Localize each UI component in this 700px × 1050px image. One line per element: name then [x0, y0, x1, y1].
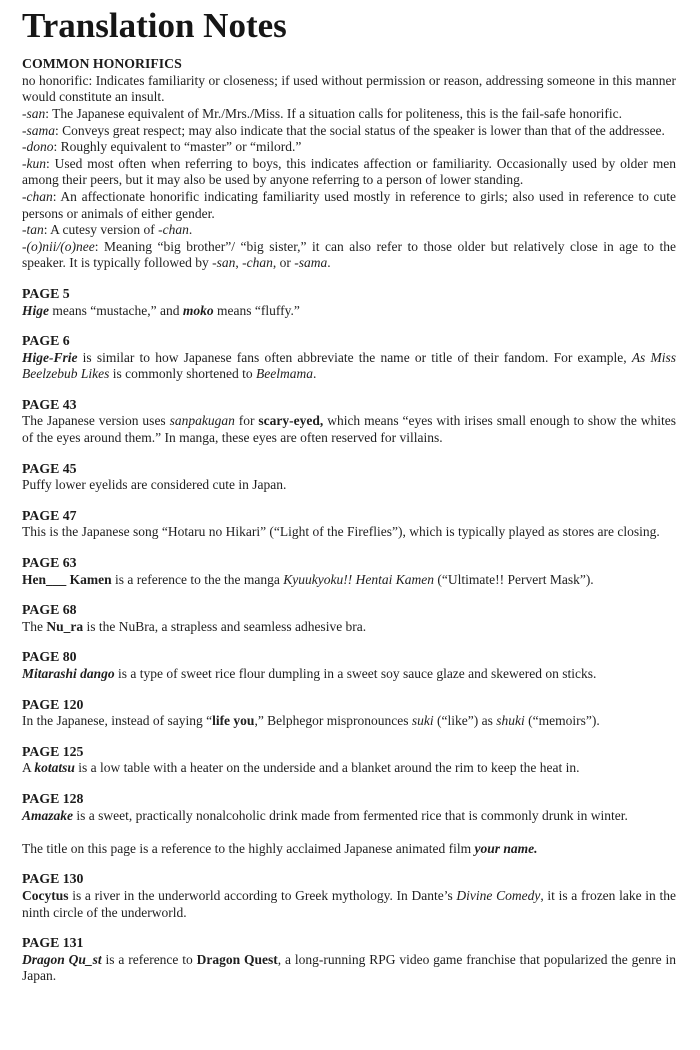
note-paragraph: [22, 524, 676, 541]
text-run: (“memoirs”).: [524, 713, 600, 729]
text-run: : The Japanese equivalent of Mr./Mrs./Miss. If a situation calls for politeness, this is the fail-safe honorific.: [45, 105, 622, 121]
note-paragraph: [22, 413, 676, 446]
text-run: is commonly shortened to: [109, 366, 256, 382]
note-paragraph: [22, 222, 676, 239]
text-run: Dragon Quest: [196, 951, 278, 967]
text-run: scary-eyed,: [258, 413, 324, 429]
note-section: [22, 555, 676, 588]
text-run: .: [188, 222, 193, 238]
text-run: is the NuBra, a strapless and seamless adhesive bra.: [83, 618, 367, 634]
text-run: sanpakugan: [169, 413, 235, 429]
text-run: Hen___ Kamen: [22, 571, 112, 587]
note-section: [22, 333, 676, 383]
note-paragraph: [22, 666, 676, 683]
text-run: is a reference to the the manga: [111, 571, 284, 587]
text-run: ,: [235, 255, 243, 271]
text-run: -dono: [22, 139, 54, 155]
section-heading: PAGE 45: [22, 460, 77, 476]
text-run: Puffy lower eyelids are considered cute in Japan.: [22, 477, 287, 493]
section-heading: PAGE 120: [22, 696, 84, 712]
text-run: , or: [272, 255, 295, 271]
note-paragraph: [22, 73, 676, 106]
text-run: -chan: [22, 188, 53, 204]
note-section: [22, 602, 676, 635]
text-run: is a low table with a heater on the underside and a blanket around the rim to keep the heat in.: [74, 760, 580, 776]
text-run: As Miss Beelzebub Likes: [22, 349, 676, 382]
note-paragraph: [22, 760, 676, 777]
text-run: means “fluffy.”: [213, 302, 300, 318]
note-section: [22, 649, 676, 682]
section-heading: PAGE 43: [22, 396, 77, 412]
text-run: Hige-Frie: [22, 349, 78, 365]
text-run: -sama: [22, 122, 55, 138]
note-paragraph: [22, 477, 676, 494]
text-run: This is the Japanese song “Hotaru no Hikari” (“Light of the Fireflies”), which is typically played as stores are closing.: [22, 524, 660, 540]
text-run: Hige: [22, 302, 49, 318]
text-run: (“like”) as: [433, 713, 497, 729]
text-run: is similar to how Japanese fans often abbreviate the name or title of their fandom. For example,: [77, 349, 632, 365]
note-section: [22, 286, 676, 319]
section-heading: PAGE 125: [22, 743, 84, 759]
text-run: no honorific: Indicates familiarity or closeness; if used without permission or reason, addressing someone in this manner would constitute an insult.: [22, 72, 676, 105]
text-run: , it is a frozen lake in the ninth circle of the underworld.: [22, 887, 676, 920]
text-run: .: [327, 255, 331, 271]
section-heading: PAGE 63: [22, 555, 77, 571]
text-run: Amazake: [22, 807, 74, 823]
note-paragraph: [22, 303, 676, 320]
text-run: -san: [212, 255, 236, 271]
text-run: moko: [182, 302, 214, 318]
note-paragraph: [22, 156, 676, 189]
note-section: [22, 461, 676, 494]
text-run: suki: [411, 713, 434, 729]
text-run: , a long-running RPG video game franchise that popularized the genre in Japan.: [22, 951, 676, 984]
section-heading: PAGE 47: [22, 507, 77, 523]
note-paragraph: [22, 808, 676, 825]
note-section: [22, 697, 676, 730]
section-heading: PAGE 80: [22, 649, 77, 665]
note-paragraph: [22, 123, 676, 140]
text-run: your name.: [474, 840, 538, 856]
text-run: -kun: [22, 155, 46, 171]
text-run: is a sweet, practically nonalcoholic drink made from fermented rice that is commonly drunk in winter.: [73, 807, 628, 823]
text-run: life you: [212, 713, 255, 729]
text-run: The: [22, 618, 47, 634]
notes-sections: [22, 56, 676, 985]
note-paragraph: [22, 106, 676, 123]
section-heading: PAGE 68: [22, 602, 77, 618]
text-run: : A cutesy version of: [43, 222, 159, 238]
text-run: for: [234, 413, 259, 429]
note-paragraph: [22, 572, 676, 589]
note-section: [22, 744, 676, 777]
text-run: -tan: [22, 222, 44, 238]
text-run: Divine Comedy: [456, 887, 541, 903]
text-run: ,” Belphegor mispronounces: [254, 713, 412, 729]
note-paragraph: [22, 888, 676, 921]
note-section: [22, 508, 676, 541]
text-run: .: [312, 366, 317, 382]
section-heading: PAGE 131: [22, 935, 84, 951]
text-run: -chan: [242, 255, 273, 271]
text-run: : Used most often when referring to boys, this indicates affection or familiarity. Occasionally used by older men among their peers, but it may also be used by anyone referring to a person of lower standing.: [22, 155, 676, 188]
text-run: means “mustache,” and: [49, 302, 183, 318]
text-run: In the Japanese, instead of saying “: [22, 713, 213, 729]
text-run: : Meaning “big brother”/ “big sister,” it can also refer to those older but relatively close in age to the speaker. It is typically followed by: [22, 238, 676, 271]
text-run: : Conveys great respect; may also indicate that the social status of the speaker is lower than that of the addressee.: [55, 122, 665, 138]
note-section: [22, 871, 676, 921]
text-run: Nu_ra: [46, 618, 84, 634]
note-paragraph: [22, 619, 676, 636]
text-run: -sama: [294, 255, 328, 271]
text-run: Mitarashi dango: [22, 666, 115, 681]
note-section: [22, 397, 676, 447]
text-run: Kyuukyoku!! Hentai Kamen: [283, 571, 434, 587]
section-heading: PAGE 5: [22, 285, 70, 301]
section-heading: PAGE 6: [22, 333, 70, 349]
section-heading: PAGE 128: [22, 790, 84, 806]
text-run: Beelmama: [255, 366, 313, 382]
text-run: A: [22, 760, 35, 776]
text-run: : An affectionate honorific indicating familiarity used mostly in reference to girls; also used in reference to cute persons or animals of either gender.: [22, 188, 676, 221]
text-run: The title on this page is a reference to the highly acclaimed Japanese animated film: [22, 840, 475, 856]
note-paragraph: [22, 239, 676, 272]
note-paragraph: [22, 139, 676, 156]
text-run: -(o)nii/(o)nee: [22, 238, 95, 254]
text-run: The Japanese version uses: [22, 413, 170, 429]
text-run: (“Ultimate!! Pervert Mask”).: [434, 571, 594, 587]
text-run: is a river in the underworld according to Greek mythology. In Dante’s: [68, 887, 457, 903]
section-heading: PAGE 130: [22, 871, 84, 887]
text-run: -chan: [158, 222, 189, 238]
text-run: shuki: [496, 713, 525, 729]
note-paragraph: [22, 713, 676, 730]
text-run: is a type of sweet rice flour dumpling in a sweet soy sauce glaze and skewered on sticks.: [114, 666, 597, 681]
note-paragraph: [22, 189, 676, 222]
note-paragraph: [22, 952, 676, 985]
text-run: which means “eyes with irises small enough to show the whites of the eyes around them.” In manga, these eyes are often reserved for villains.: [22, 413, 676, 446]
section-heading: COMMON HONORIFICS: [22, 56, 182, 72]
note-section: [22, 935, 676, 985]
text-run: : Roughly equivalent to “master” or “milord.”: [53, 139, 302, 155]
text-run: kotatsu: [34, 760, 75, 776]
text-run: Cocytus: [22, 887, 69, 903]
text-run: -san: [22, 105, 46, 121]
note-section: [22, 791, 676, 857]
note-section: [22, 56, 676, 272]
note-paragraph: [22, 350, 676, 383]
text-run: is a reference to: [101, 951, 197, 967]
text-run: Dragon Qu_st: [22, 951, 102, 967]
page-title: Translation Notes: [22, 6, 287, 45]
note-paragraph: [22, 841, 676, 858]
